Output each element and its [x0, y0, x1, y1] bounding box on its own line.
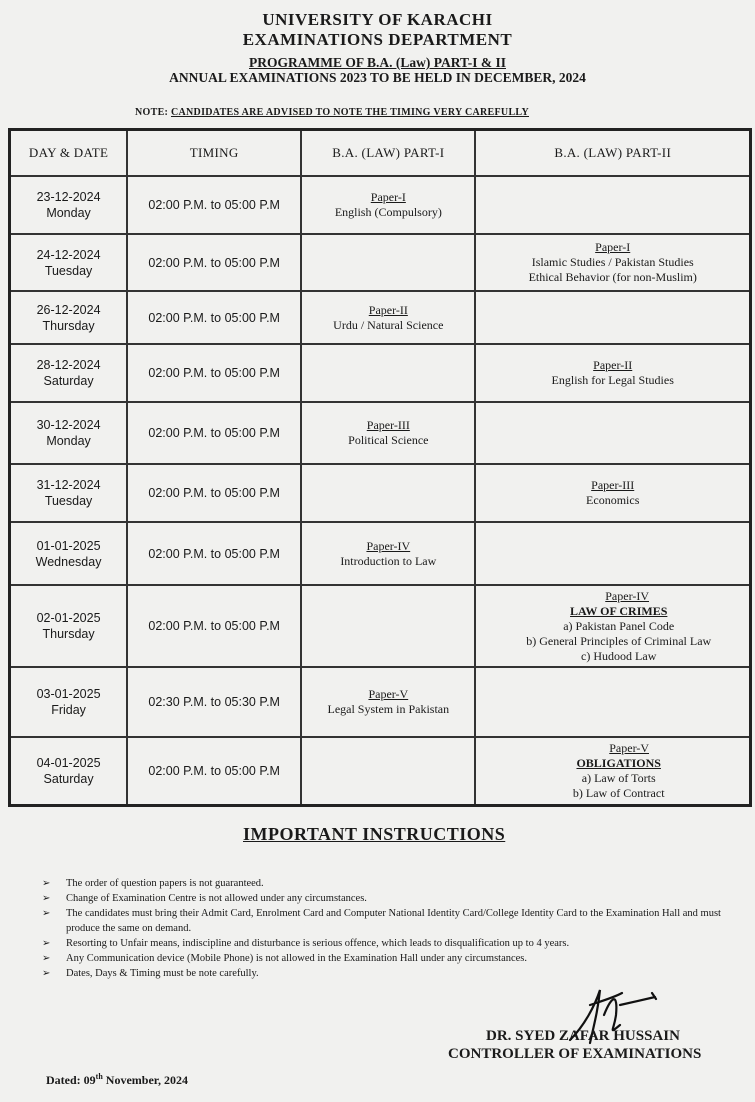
day-value: Tuesday: [44, 263, 93, 278]
dated-line: [46, 1072, 188, 1088]
paper-title: Paper-I: [370, 190, 406, 204]
dated-label: Dated:: [46, 1073, 81, 1087]
part-2-cell: [475, 402, 750, 464]
instruction-item: [42, 936, 722, 951]
paper-subject: Ethical Behavior (for non-Muslim): [528, 270, 697, 284]
day-value: Saturday: [43, 771, 94, 786]
day-value: Monday: [46, 434, 91, 448]
signatory-title: CONTROLLER OF EXAMINATIONS: [448, 1046, 702, 1062]
exam-title: ANNUAL EXAMINATIONS 2023 TO BE HELD IN DECEMBER, 2024: [169, 70, 586, 85]
table-row: [10, 737, 751, 805]
day-value: Thursday: [42, 318, 95, 333]
date-cell: [10, 234, 128, 291]
paper-subject: a) Law of Torts: [581, 770, 656, 785]
date-value: 01-01-2025: [36, 538, 101, 553]
paper-title: Paper-II: [593, 358, 633, 372]
date-value: 04-01-2025: [36, 755, 101, 770]
table-row: [10, 291, 751, 344]
arrow-bullet-icon: ➢: [42, 908, 51, 919]
paper-title: Paper-V: [609, 740, 649, 755]
instruction-item: [42, 951, 722, 966]
instruction-text: The order of question papers is not guaranteed.: [66, 878, 264, 889]
date-value: 24-12-2024: [36, 247, 101, 262]
paper-subject: b) Law of Contract: [572, 785, 665, 800]
paper-subject: Islamic Studies / Pakistan Studies: [531, 255, 694, 269]
part-1-cell: [301, 402, 475, 464]
paper-subject: Urdu / Natural Science: [333, 317, 444, 332]
paper-title: Paper-III: [366, 418, 410, 432]
day-value: Friday: [51, 703, 86, 717]
arrow-bullet-icon: ➢: [42, 893, 51, 904]
paper-heading: LAW OF CRIMES: [570, 603, 668, 618]
timing-cell: 02:00 P.M. to 05:00 P.M: [127, 176, 301, 234]
paper-subject: c) Hudood Law: [581, 648, 657, 663]
date-cell: [10, 176, 128, 234]
timing-cell: 02:00 P.M. to 05:00 P.M: [127, 234, 301, 291]
dated-day-suffix: th: [95, 1072, 103, 1081]
date-cell: [10, 291, 128, 344]
part-2-cell: [475, 522, 750, 585]
date-value: 23-12-2024: [36, 190, 101, 204]
signatory-name: DR. SYED ZAFAR HUSSAIN: [486, 1028, 680, 1044]
paper-subject: English for Legal Studies: [551, 373, 674, 387]
paper-title: Paper-II: [368, 302, 408, 317]
date-cell: [10, 344, 128, 402]
part-1-cell: [301, 585, 475, 667]
header-day-date: DAY & DATE: [10, 130, 128, 177]
timing-cell: 02:00 P.M. to 05:00 P.M: [127, 402, 301, 464]
arrow-bullet-icon: ➢: [42, 968, 51, 979]
table-row: [10, 585, 751, 667]
instruction-item: [42, 906, 722, 936]
university-name: UNIVERSITY OF KARACHI: [262, 10, 493, 29]
table-row: [10, 464, 751, 522]
dated-day: 09: [83, 1073, 96, 1087]
part-1-cell: [301, 291, 475, 344]
date-cell: [10, 667, 128, 737]
arrow-bullet-icon: ➢: [42, 953, 51, 964]
paper-title: Paper-I: [595, 240, 631, 254]
day-value: Tuesday: [44, 494, 93, 508]
paper-subject: Political Science: [348, 433, 429, 447]
part-2-cell: [475, 176, 750, 234]
paper-heading: OBLIGATIONS: [576, 755, 661, 770]
date-value: 31-12-2024: [36, 478, 101, 492]
timing-note: [135, 107, 529, 118]
timing-cell: 02:00 P.M. to 05:00 P.M: [127, 291, 301, 344]
day-value: Thursday: [42, 627, 95, 641]
paper-title: Paper-IV: [605, 588, 649, 603]
exam-schedule-table: [8, 128, 752, 807]
paper-subject: b) General Principles of Criminal Law: [526, 633, 712, 648]
table-row: [10, 522, 751, 585]
date-value: 03-01-2025: [36, 687, 101, 701]
paper-subject: Legal System in Pakistan: [327, 702, 450, 716]
instructions-title: IMPORTANT INSTRUCTIONS: [243, 824, 506, 844]
date-cell: [10, 464, 128, 522]
paper-subject: a) Pakistan Panel Code: [563, 618, 675, 633]
instruction-text: Resorting to Unfair means, indiscipline and disturbance is serious offence, which leads to disqualification up to 4 years.: [66, 938, 570, 949]
part-2-cell: [475, 344, 750, 402]
instruction-text: Change of Examination Centre is not allowed under any circumstances.: [66, 893, 367, 904]
timing-cell: 02:00 P.M. to 05:00 P.M: [127, 522, 301, 585]
part-2-cell: [475, 737, 750, 805]
note-label: NOTE:: [135, 107, 169, 118]
part-1-cell: [301, 176, 475, 234]
table-row: [10, 402, 751, 464]
instruction-item: [42, 891, 722, 906]
paper-subject: Economics: [586, 493, 640, 507]
day-value: Saturday: [43, 374, 94, 388]
timing-cell: 02:00 P.M. to 05:00 P.M: [127, 464, 301, 522]
arrow-bullet-icon: ➢: [42, 938, 51, 949]
date-cell: [10, 522, 128, 585]
dated-rest: November, 2024: [105, 1073, 189, 1087]
timing-cell: 02:00 P.M. to 05:00 P.M: [127, 737, 301, 805]
instruction-text: Dates, Days & Timing must be note carefully.: [66, 968, 259, 979]
department-name: EXAMINATIONS DEPARTMENT: [242, 30, 513, 49]
header-part-1: B.A. (LAW) PART-I: [301, 130, 475, 177]
instructions-list: [42, 876, 722, 981]
day-value: Monday: [46, 206, 91, 220]
part-1-cell: [301, 234, 475, 291]
instruction-item: [42, 876, 722, 891]
part-1-cell: [301, 522, 475, 585]
part-2-cell: [475, 464, 750, 522]
part-2-cell: [475, 291, 750, 344]
part-1-cell: [301, 737, 475, 805]
instruction-text: Any Communication device (Mobile Phone) is not allowed in the Examination Hall under any circumstances.: [66, 953, 528, 964]
paper-title: Paper-III: [591, 478, 635, 492]
table-row: [10, 234, 751, 291]
timing-cell: 02:00 P.M. to 05:00 P.M: [127, 344, 301, 402]
instruction-text: The candidates must bring their Admit Card, Enrolment Card and Computer National Identity Card/College Identity Card to the Examination Hall and must produce the same on demand.: [66, 908, 721, 934]
date-cell: [10, 737, 128, 805]
date-value: 02-01-2025: [36, 611, 101, 625]
table-header-row: [10, 130, 751, 177]
part-2-cell: [475, 585, 750, 667]
table-row: [10, 344, 751, 402]
header-part-2: B.A. (LAW) PART-II: [475, 130, 750, 177]
paper-title: Paper-IV: [366, 538, 411, 553]
day-value: Wednesday: [35, 554, 102, 569]
timing-cell: 02:00 P.M. to 05:00 P.M: [127, 585, 301, 667]
part-2-cell: [475, 667, 750, 737]
part-1-cell: [301, 464, 475, 522]
note-text: CANDIDATES ARE ADVISED TO NOTE THE TIMING VERY CAREFULLY: [170, 107, 529, 118]
paper-title: Paper-V: [368, 687, 409, 701]
paper-subject: Introduction to Law: [340, 553, 437, 568]
date-value: 26-12-2024: [36, 302, 101, 317]
programme-title: PROGRAMME OF B.A. (Law) PART-I & II: [248, 55, 506, 70]
part-1-cell: [301, 344, 475, 402]
part-2-cell: [475, 234, 750, 291]
arrow-bullet-icon: ➢: [42, 878, 51, 889]
date-cell: [10, 402, 128, 464]
date-cell: [10, 585, 128, 667]
table-row: [10, 667, 751, 737]
instruction-item: [42, 966, 722, 981]
header-timing: TIMING: [127, 130, 301, 177]
date-value: 30-12-2024: [36, 418, 101, 432]
date-value: 28-12-2024: [36, 358, 101, 372]
table-row: [10, 176, 751, 234]
timing-cell: 02:30 P.M. to 05:30 P.M: [127, 667, 301, 737]
part-1-cell: [301, 667, 475, 737]
paper-subject: English (Compulsory): [334, 205, 442, 219]
